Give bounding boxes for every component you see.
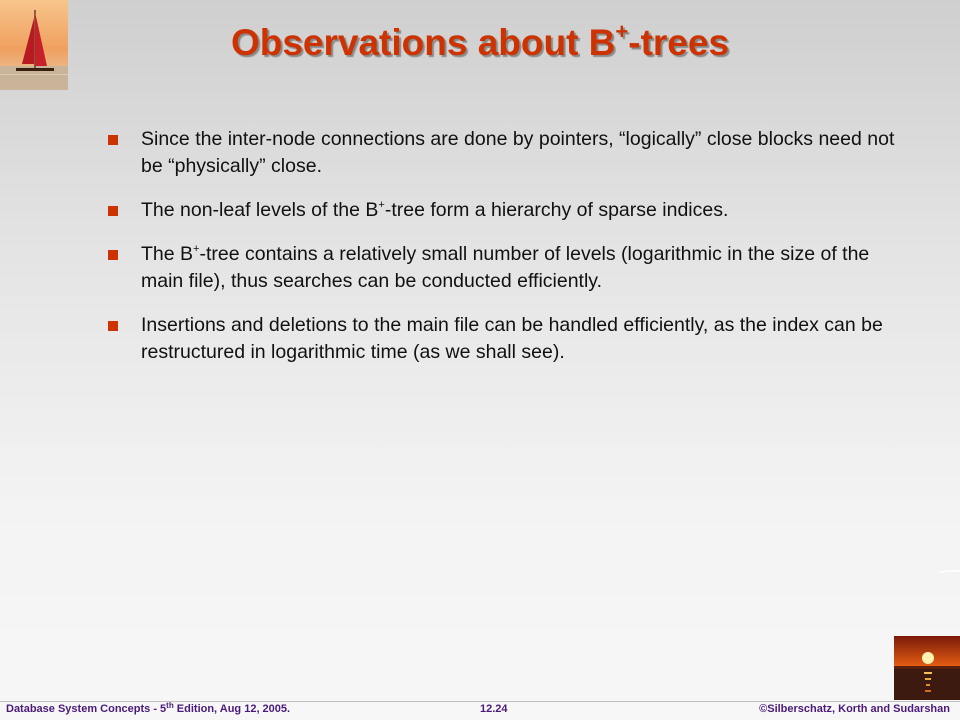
decorative-swoosh bbox=[938, 570, 960, 580]
square-bullet-icon bbox=[108, 206, 118, 216]
bullet-text-pre: The non-leaf levels of the B bbox=[141, 199, 379, 221]
footer-divider bbox=[0, 701, 960, 702]
bullet-item bbox=[106, 312, 896, 366]
bullet-text-pre: The B bbox=[141, 243, 194, 265]
footer-left-post: Edition, Aug 12, 2005. bbox=[173, 703, 291, 715]
bullet-text: Since the inter-node connections are done by pointers, “logically” close blocks need not be “physically” close. bbox=[141, 128, 895, 177]
footer-copyright: ©Silberschatz, Korth and Sudarshan bbox=[759, 703, 950, 715]
footer-slide-number: 12.24 bbox=[480, 703, 508, 715]
bullet-item bbox=[106, 126, 896, 180]
square-bullet-icon bbox=[108, 321, 118, 331]
title-tail-text: -trees bbox=[628, 22, 730, 63]
sunset-logo-image bbox=[894, 636, 960, 700]
bullet-list bbox=[106, 126, 896, 383]
title-main-text: Observations about B bbox=[230, 22, 616, 63]
bullet-item bbox=[106, 241, 896, 295]
bullet-text-post: -tree form a hierarchy of sparse indices. bbox=[384, 199, 729, 221]
bullet-item bbox=[106, 197, 896, 224]
bullet-superscript: + bbox=[378, 199, 385, 211]
square-bullet-icon bbox=[108, 135, 118, 145]
square-bullet-icon bbox=[108, 250, 118, 260]
bullet-text-post: -tree contains a relatively small number of levels (logarithmic in the size of the main file), thus searches can be conducted efficiently. bbox=[141, 243, 870, 292]
footer-left-pre: Database System Concepts - 5 bbox=[6, 703, 167, 715]
bullet-text: Insertions and deletions to the main file can be handled efficiently, as the index can be restructured in logarithmic time (as we shall see). bbox=[141, 314, 883, 363]
slide-title bbox=[0, 19, 960, 64]
footer-left-sup: th bbox=[166, 701, 174, 710]
footer-course-info bbox=[6, 703, 290, 715]
bullet-superscript: + bbox=[193, 243, 200, 255]
title-superscript: + bbox=[615, 19, 629, 44]
